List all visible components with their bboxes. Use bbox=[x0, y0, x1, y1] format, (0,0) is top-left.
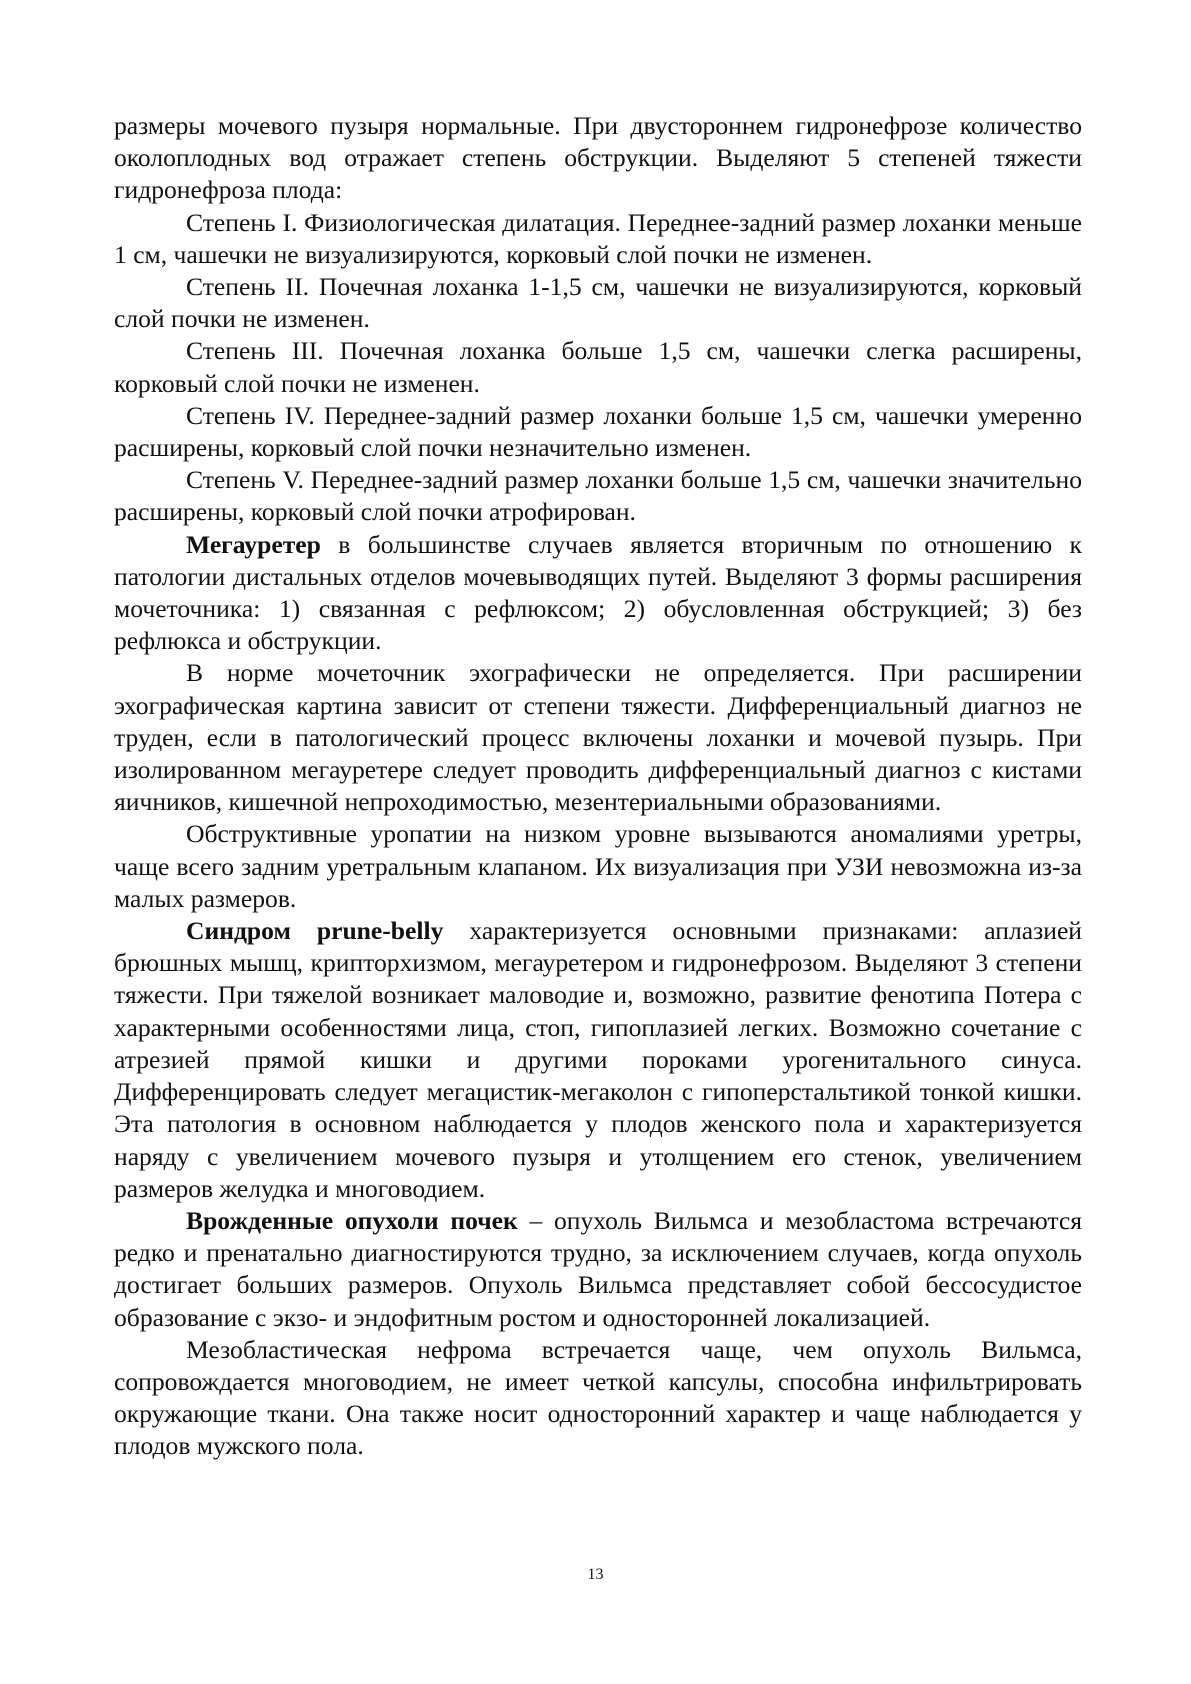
paragraph-lead: Мегауретер bbox=[186, 529, 321, 559]
body-text bbox=[114, 110, 1082, 1463]
paragraph bbox=[114, 110, 1082, 207]
paragraph bbox=[114, 400, 1082, 464]
paragraph-text: Степень III. Почечная лоханка больше 1,5 см, чашечки слегка расширены, корковый слой почки не изменен. bbox=[114, 336, 1082, 398]
paragraph bbox=[114, 207, 1082, 271]
paragraph-text: Степень V. Переднее-задний размер лоханки больше 1,5 см, чашечки значительно расширены, корковый слой почки атрофирован. bbox=[114, 465, 1082, 527]
paragraph bbox=[114, 335, 1082, 399]
paragraph-text: Обструктивные уропатии на низком уровне вызываются аномалиями уретры, чаще всего задним уретральным клапаном. Их визуализация при УЗИ невозможна из-за малых размеров. bbox=[114, 819, 1082, 913]
paragraph bbox=[114, 271, 1082, 335]
paragraph bbox=[114, 1205, 1082, 1334]
paragraph bbox=[114, 818, 1082, 915]
paragraph bbox=[114, 529, 1082, 658]
paragraph bbox=[114, 915, 1082, 1205]
paragraph-text: размеры мочевого пузыря нормальные. При двустороннем гидронефрозе количество околоплодных вод отражает степень обструкции. Выделяют 5 степеней тяжести гидронефроза плода: bbox=[114, 111, 1082, 205]
paragraph-text: характеризуется основными признаками: аплазией брюшных мышц, крипторхизмом, мегауретером и гидронефрозом. Выделяют 3 степени тяжести. При тяжелой возникает маловодие и, возможно, развитие фенотипа Потера с характерными особенностями лица, стоп, гипоплазией легких. Возможно сочетание с атрезией прямой кишки и другими пороками урогенитального синуса. Дифференцировать следует мегацистик-мегаколон с гипоперстальтикой тонкой кишки. Эта патология в основном наблюдается у плодов женского пола и характеризуется наряду с увеличением мочевого пузыря и утолщением его стенок, увеличением размеров желудка и многоводием. bbox=[114, 916, 1082, 1203]
paragraph bbox=[114, 657, 1082, 818]
paragraph-text: Мезобластическая нефрома встречается чаще, чем опухоль Вильмса, сопровождается многоводием, не имеет четкой капсулы, способна инфильтрировать окружающие ткани. Она также носит односторонний характер и чаще наблюдается у плодов мужского пола. bbox=[114, 1334, 1082, 1461]
paragraph-text: В норме мочеточник эхографически не определяется. При расширении эхографическая картина зависит от степени тяжести. Дифференциальный диагноз не труден, если в патологический процесс включены лоханки и мочевой пузырь. При изолированном мегауретере следует проводить дифференциальный диагноз с кистами яичников, кишечной непроходимостью, мезентериальными образованиями. bbox=[114, 658, 1082, 817]
paragraph bbox=[114, 1334, 1082, 1463]
page-number: 13 bbox=[587, 1566, 604, 1583]
paragraph-text: в большинстве случаев является вторичным по отношению к патологии дистальных отделов мочевыводящих путей. Выделяют 3 формы расширения мочеточника: 1) связанная с рефлюксом; 2) обусловленная обструкцией; 3) без рефлюкса и обструкции. bbox=[114, 529, 1082, 656]
paragraph bbox=[114, 464, 1082, 528]
paragraph-lead: Синдром prune-belly bbox=[186, 916, 444, 946]
paragraph-text: – опухоль Вильмса и мезобластома встречаются редко и пренатально диагностируются трудно, за исключением случаев, когда опухоль достигает больших размеров. Опухоль Вильмса представляет собой бессосудистое образование с экзо- и эндофитным ростом и односторонней локализацией. bbox=[114, 1205, 1082, 1332]
paragraph-text: Степень II. Почечная лоханка 1-1,5 см, чашечки не визуализируются, корковый слой почки не изменен. bbox=[114, 272, 1082, 334]
paragraph-text: Степень I. Физиологическая дилатация. Переднее-задний размер лоханки меньше 1 см, чашечки не визуализируются, корковый слой почки не изменен. bbox=[114, 207, 1082, 269]
paragraph-text: Степень IV. Переднее-задний размер лоханки больше 1,5 см, чашечки умеренно расширены, корковый слой почки незначительно изменен. bbox=[114, 400, 1082, 463]
paragraph-lead: Врожденные опухоли почек bbox=[186, 1205, 518, 1235]
